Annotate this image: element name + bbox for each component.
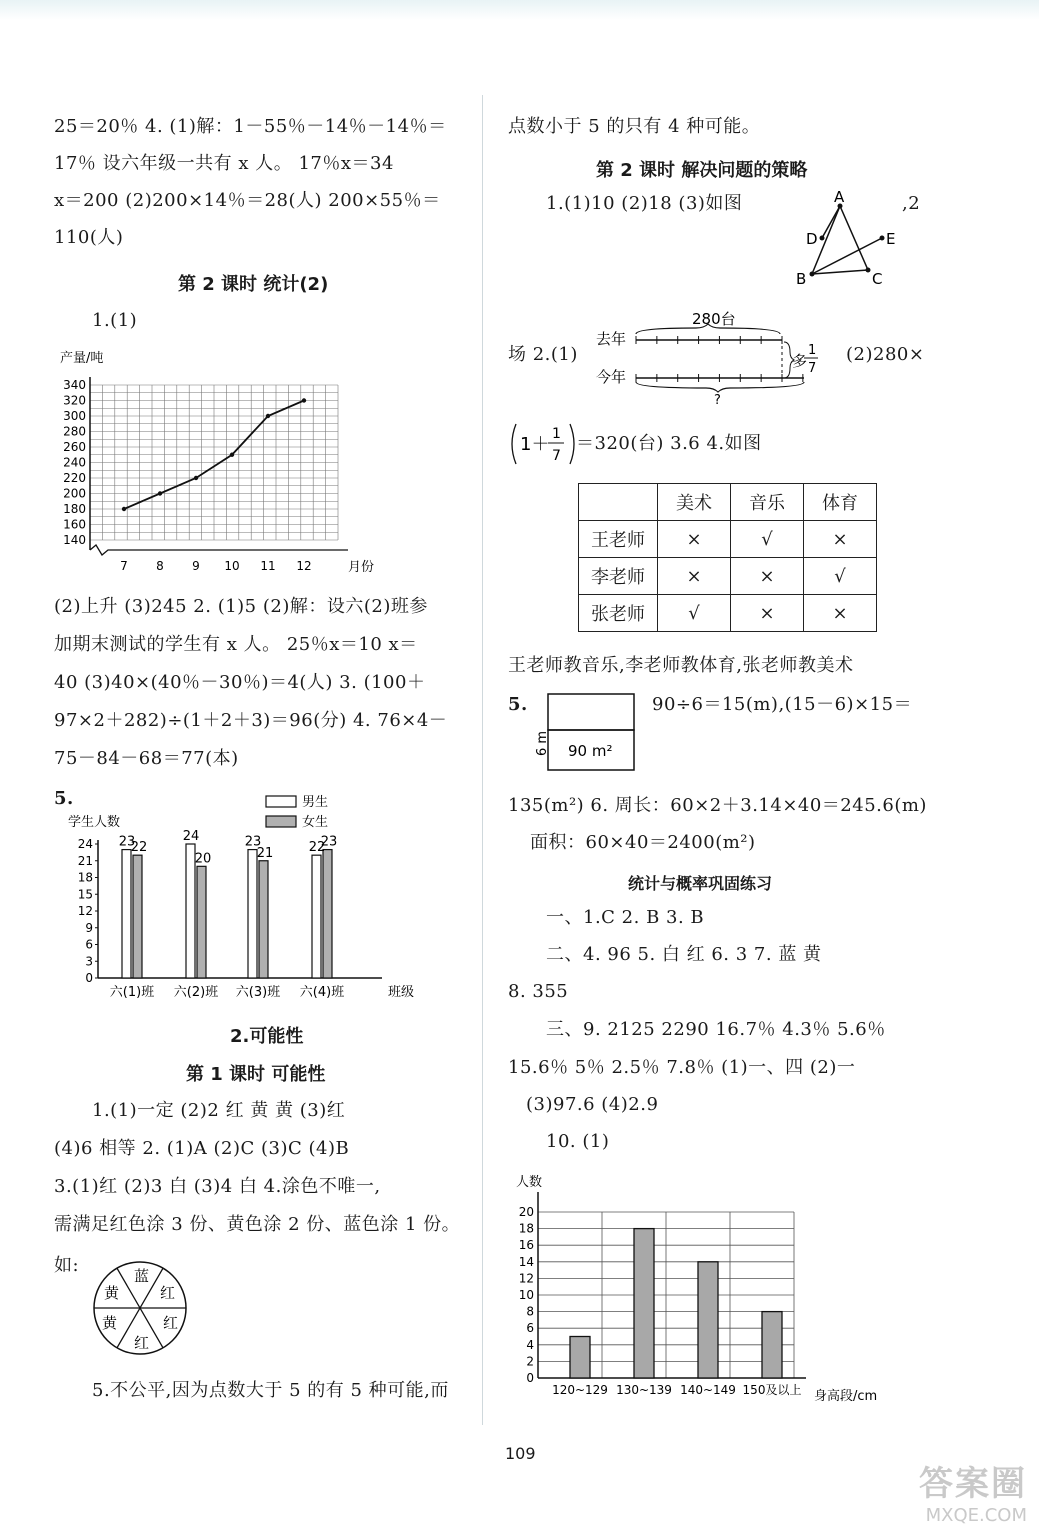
right-seg-prefix: 场 2.(1)	[508, 344, 578, 365]
bar-chart-ytick: 3	[85, 954, 93, 969]
bar-chart-category: 六(2)班	[173, 985, 219, 1000]
bar-female	[259, 861, 268, 978]
hist-category: 140~149	[680, 1383, 736, 1397]
left-line-12: 3.(1)红 (2)3 白 (3)4 白 4.涂色不唯一,	[54, 1176, 381, 1197]
line-chart-xtick: 11	[260, 559, 276, 573]
hist-bar	[762, 1312, 782, 1378]
line-chart-ytick: 260	[63, 440, 86, 454]
bar-chart-category: 六(3)班	[235, 985, 281, 1000]
rectangle-diagram	[528, 690, 638, 776]
left-line-10: 1.(1)一定 (2)2 红 黄 黄 (3)红	[92, 1100, 346, 1121]
right-review-7: 10. (1)	[546, 1131, 610, 1152]
color-wheel-diagram	[90, 1258, 190, 1358]
bar-chart-ytick: 24	[77, 837, 93, 851]
left-line-13: 需满足红色涂 3 份、黄色涂 2 份、蓝色涂 1 份。	[54, 1214, 461, 1235]
table-cell: 李老师	[579, 558, 658, 595]
section-heading: 第 2 课时 统计(2)	[178, 274, 329, 295]
hist-category: 130~139	[616, 1383, 672, 1397]
line-chart-xlabel: 月份	[348, 560, 375, 575]
hist-bar	[570, 1337, 590, 1379]
table-row	[579, 595, 877, 632]
table-cell: ×	[658, 558, 731, 595]
table-cell	[579, 484, 658, 521]
left-line-5: (2)上升 (3)245 2. (1)5 (2)解：设六(2)班参	[54, 596, 428, 617]
bar-male	[186, 844, 195, 978]
hist-ytick: 8	[526, 1304, 534, 1319]
right-q5-text: 90÷6＝15(m),(15－6)×15＝	[652, 694, 913, 715]
table-cell: √	[731, 521, 804, 558]
bar-male-label: 23	[244, 834, 262, 850]
students-bar-chart	[62, 790, 442, 1005]
line-chart-ytick: 220	[63, 471, 86, 485]
rect-side-label: 6 m	[535, 730, 550, 756]
hist-ytick: 6	[526, 1321, 534, 1336]
bar-female	[323, 850, 332, 978]
hist-ytick: 16	[518, 1238, 534, 1253]
wheel-sector-yellow-2: 黄	[104, 1284, 120, 1302]
rect-area-label: 90 m²	[568, 742, 613, 760]
line-chart-xtick: 10	[224, 559, 240, 573]
watermark-logo: 答案圈	[919, 1464, 1027, 1504]
bar-female	[133, 855, 142, 978]
section-heading-strategy: 第 2 课时 解决问题的策略	[596, 160, 808, 181]
line-chart-ytick: 180	[63, 502, 86, 516]
left-line-3: x＝200 (2)200×14％＝28(人) 200×55％＝	[54, 190, 441, 211]
right-q5-label: 5.	[508, 694, 528, 715]
bar-female-label: 23	[320, 834, 338, 850]
svg-text:1: 1	[552, 426, 561, 442]
right-q1-tail: ,2	[902, 193, 921, 214]
point-e-label: E	[886, 230, 896, 248]
line-chart-ytick: 240	[63, 455, 86, 470]
question-label: 1.(1)	[92, 310, 138, 331]
bar-male	[122, 850, 131, 978]
left-line-8: 97×2＋282)÷(1＋2＋3)＝96(分) 4. 76×4－	[54, 710, 448, 731]
hist-ytick: 2	[526, 1354, 534, 1369]
line-chart-xtick: 9	[192, 559, 200, 573]
height-histogram	[510, 1168, 910, 1404]
table-cell: 美术	[658, 484, 731, 521]
bar-female-label: 20	[194, 851, 212, 867]
left-line-2: 17％ 设六年级一共有 x 人。 17％x＝34	[54, 153, 394, 174]
table-cell: 音乐	[731, 484, 804, 521]
line-chart-ytick: 140	[63, 533, 86, 547]
wheel-sector-yellow-1: 黄	[102, 1314, 118, 1332]
bar-female	[197, 866, 206, 978]
line-chart-ytick: 340	[63, 378, 86, 392]
line-chart-xtick: 7	[120, 559, 128, 573]
one-plus: 1＋	[520, 434, 550, 455]
right-q1: 1.(1)10 (2)18 (3)如图	[546, 193, 743, 214]
right-line-area: 面积：60×40＝2400(m²)	[530, 832, 756, 853]
right-line-1: 点数小于 5 的只有 4 种可能。	[508, 116, 761, 137]
bar-female-label: 21	[256, 845, 274, 861]
table-row	[579, 521, 877, 558]
right-answer-4: 王老师教音乐,李老师教体育,张老师教美术	[508, 655, 854, 676]
hist-ytick: 10	[518, 1288, 534, 1302]
bar-chart-xlabel: 班级	[388, 985, 415, 1000]
bar-chart-ytick: 21	[77, 853, 93, 868]
watermark	[919, 1456, 1027, 1526]
wheel-sector-red-3: 红	[134, 1334, 150, 1352]
right-line-perimeter: 135(m²) 6. 周长：60×2＋3.14×40＝245.6(m)	[508, 795, 927, 816]
right-review-4: 三、9. 2125 2290 16.7％ 4.3％ 5.6％	[546, 1019, 886, 1040]
fraction-denominator: 7	[808, 361, 817, 376]
left-line-6: 加期末测试的学生有 x 人。 25％x＝10 x＝	[54, 634, 418, 655]
left-line-4: 110(人)	[54, 227, 124, 248]
left-line-11: (4)6 相等 2. (1)A (2)C (3)C (4)B	[54, 1138, 350, 1159]
right-review-1: 一、1.C 2. B 3. B	[546, 907, 705, 928]
bar-chart-ytick: 6	[85, 937, 93, 952]
hist-ytick: 20	[518, 1205, 534, 1219]
legend-male-swatch	[266, 796, 296, 807]
hist-bar	[634, 1229, 654, 1378]
table-cell: ×	[804, 595, 877, 632]
hist-bar	[698, 1262, 718, 1378]
wheel-sector-red-1: 红	[160, 1284, 176, 1302]
line-point	[266, 414, 270, 418]
lesson-heading-possibility: 第 1 课时 可能性	[186, 1064, 326, 1085]
line-point	[194, 476, 198, 480]
right-seg-tail: (2)280×	[846, 344, 925, 365]
column-divider	[482, 95, 483, 1425]
segment-top-label: 280台	[692, 310, 736, 328]
hist-category: 150及以上	[742, 1383, 802, 1397]
line-point	[158, 491, 162, 495]
bar-chart-category: 六(1)班	[109, 985, 155, 1000]
bar-chart-ytick: 15	[77, 887, 93, 902]
line-chart-ytick: 160	[63, 517, 86, 532]
bar-chart-ylabel: 学生人数	[68, 815, 121, 830]
table-cell: 体育	[804, 484, 877, 521]
hist-ytick: 12	[518, 1271, 534, 1286]
page-number: 109	[505, 1444, 536, 1463]
table-cell: ×	[731, 595, 804, 632]
table-cell: 王老师	[579, 521, 658, 558]
right-review-3: 8. 355	[508, 981, 569, 1002]
bar-chart-ytick: 12	[77, 904, 93, 918]
left-line-14: 如:	[54, 1255, 80, 1276]
line-chart-ytick: 300	[63, 409, 86, 423]
table-cell: ×	[658, 521, 731, 558]
line-point	[122, 507, 126, 511]
points-diagram	[796, 188, 906, 292]
top-band	[0, 0, 1039, 20]
hist-ylabel: 人数	[516, 1175, 543, 1190]
left-line-15: 5.不公平,因为点数大于 5 的有 5 种可能,而	[92, 1380, 449, 1401]
left-line-9: 75－84－68＝77(本)	[54, 748, 239, 769]
this-year-label: 今年	[596, 368, 627, 386]
teacher-subject-table	[578, 483, 877, 632]
question-5-label: 5.	[54, 788, 74, 809]
table-cell: √	[658, 595, 731, 632]
table-cell: 张老师	[579, 595, 658, 632]
table-cell: √	[804, 558, 877, 595]
legend-male-label: 男生	[302, 795, 329, 810]
svg-text:7: 7	[552, 448, 561, 464]
table-cell: ×	[731, 558, 804, 595]
legend-female-swatch	[266, 816, 296, 827]
unknown-mark: ?	[714, 393, 721, 406]
line-point	[302, 398, 306, 402]
hist-xlabel: 身高段/cm	[814, 1389, 878, 1404]
right-review-2: 二、4. 96 5. 白 红 6. 3 7. 蓝 黄	[546, 944, 822, 965]
hist-ytick: 0	[526, 1371, 534, 1385]
fraction-numerator: 1	[808, 343, 817, 358]
hist-ytick: 4	[526, 1337, 534, 1352]
point-d-label: D	[806, 230, 818, 248]
hist-ytick: 18	[518, 1221, 534, 1236]
line-chart-ytick: 280	[63, 424, 86, 439]
line-point	[230, 453, 234, 457]
line-chart-ytick: 320	[63, 393, 86, 408]
production-line-chart	[54, 340, 384, 580]
bar-female-label: 22	[130, 840, 148, 856]
line-chart-xtick: 8	[156, 559, 164, 573]
legend-female-label: 女生	[302, 815, 329, 830]
hist-ytick: 14	[518, 1254, 534, 1269]
section-heading-review: 统计与概率巩固练习	[628, 874, 773, 893]
bar-male	[312, 855, 321, 978]
watermark-url: MXQE.COM	[925, 1505, 1027, 1526]
left-line-7: 40 (3)40×(40％－30％)＝4(人) 3. (100＋	[54, 672, 426, 693]
right-review-6: (3)97.6 (4)2.9	[526, 1094, 659, 1115]
segment-diagram	[596, 306, 846, 406]
bar-male-label: 24	[182, 829, 200, 844]
hist-category: 120~129	[552, 1383, 608, 1397]
section-heading-possibility: 2.可能性	[230, 1026, 304, 1047]
bar-chart-ytick: 18	[77, 870, 93, 885]
wheel-sector-blue: 蓝	[134, 1267, 150, 1285]
table-header-row	[579, 484, 877, 521]
table-row	[579, 558, 877, 595]
bar-male-label: 23	[118, 834, 136, 850]
bar-chart-ytick: 9	[85, 920, 93, 935]
line-chart-ytick: 200	[63, 486, 86, 501]
table-cell: ×	[804, 521, 877, 558]
right-line-frac: ＝320(台) 3.6 4.如图	[576, 433, 762, 454]
bar-chart-category: 六(4)班	[299, 985, 345, 1000]
line-chart-ylabel: 产量/吨	[60, 351, 104, 366]
wheel-sector-red-2: 红	[163, 1314, 179, 1332]
bar-male-label: 22	[308, 840, 326, 856]
point-c-label: C	[872, 270, 883, 288]
point-a-label: A	[834, 188, 845, 206]
bar-chart-ytick: 0	[85, 971, 93, 985]
left-line-1: 25＝20％ 4. (1)解：1－55％－14％－14％＝	[54, 116, 447, 137]
right-review-5: 15.6％ 5％ 2.5％ 7.8％ (1)一、四 (2)一	[508, 1057, 856, 1078]
more-label: 多	[792, 352, 808, 370]
last-year-label: 去年	[596, 330, 627, 348]
bar-male	[248, 850, 257, 978]
point-b-label: B	[796, 270, 807, 288]
line-chart-xtick: 12	[296, 559, 312, 573]
